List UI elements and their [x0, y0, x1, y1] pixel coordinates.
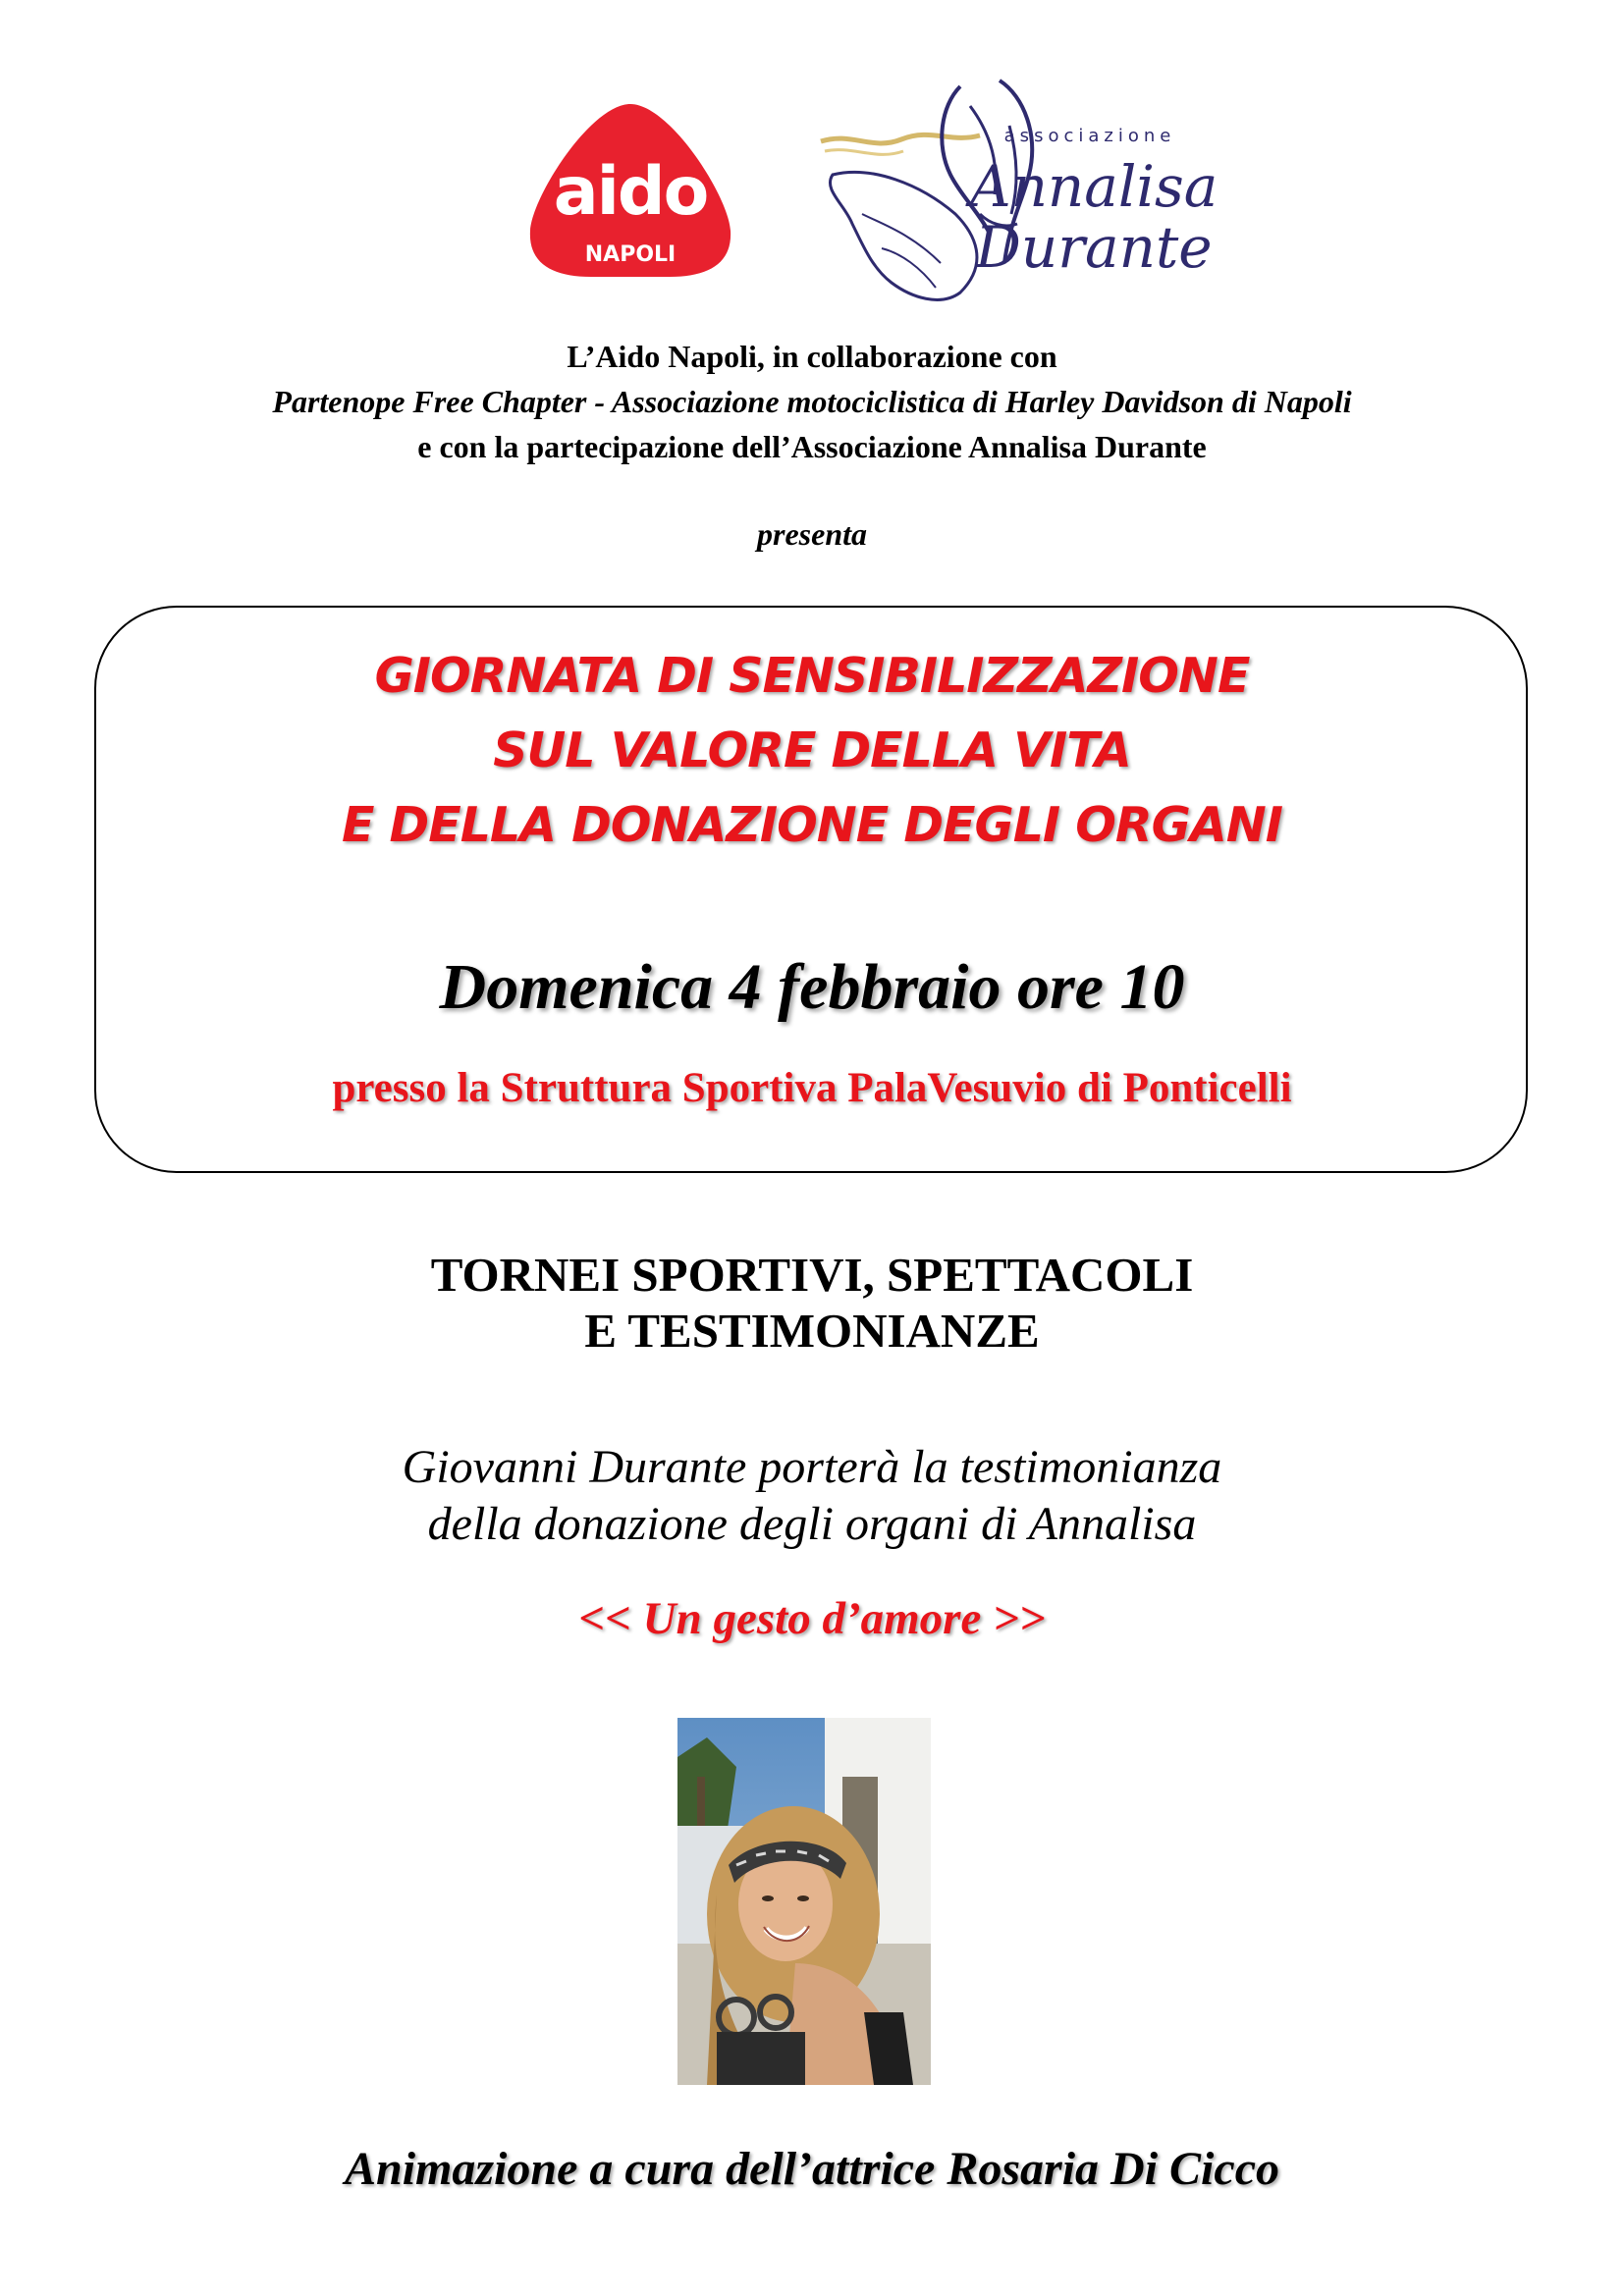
event-title-line-3: E DELLA DONAZIONE DEGLI ORGANI [342, 797, 1282, 853]
intro-line-1: L’Aido Napoli, in collaborazione con [567, 339, 1057, 374]
event-date: Domenica 4 febbraio ore 10 [439, 951, 1185, 1023]
svg-text:Durante: Durante [975, 214, 1213, 281]
presenta-label: presenta [757, 516, 867, 552]
event-title-line-2: SUL VALORE DELLA VITA [493, 722, 1131, 778]
event-venue: presso la Struttura Sportiva PalaVesuvio di Ponticelli [332, 1065, 1292, 1111]
event-title-line-1: GIORNATA DI SENSIBILIZZAZIONE [374, 648, 1250, 704]
svg-text:NAPOLI: NAPOLI [584, 242, 677, 267]
logo-associazione-text: associazione [1003, 126, 1176, 146]
aido-logo-graphic [522, 98, 738, 281]
testimony-line-1: Giovanni Durante porterà la testimonianza [402, 1441, 1222, 1493]
aido-napoli-logo [522, 98, 738, 281]
program-line-2: E TESTIMONIANZE [584, 1304, 1040, 1358]
angel-figure-icon [793, 67, 1225, 312]
animation-credit: Animazione a cura dell’attrice Rosaria Di Cicco [344, 2143, 1279, 2195]
intro-line-2: Partenope Free Chapter - Associazione motociclistica di Harley Davidson di Napoli [272, 384, 1352, 419]
annalisa-photo [677, 1718, 931, 2085]
intro-line-3: e con la partecipazione dell’Associazione Annalisa Durante [417, 429, 1207, 464]
slogan: << Un gesto d’amore >> [578, 1593, 1046, 1644]
svg-text:Annalisa: Annalisa [969, 153, 1218, 220]
program-line-1: TORNEI SPORTIVI, SPETTACOLI [430, 1248, 1194, 1302]
associazione-annalisa-durante-logo [793, 67, 1225, 312]
testimony-line-2: della donazione degli organi di Annalisa [427, 1498, 1197, 1550]
svg-text:aido: aido [553, 153, 708, 231]
